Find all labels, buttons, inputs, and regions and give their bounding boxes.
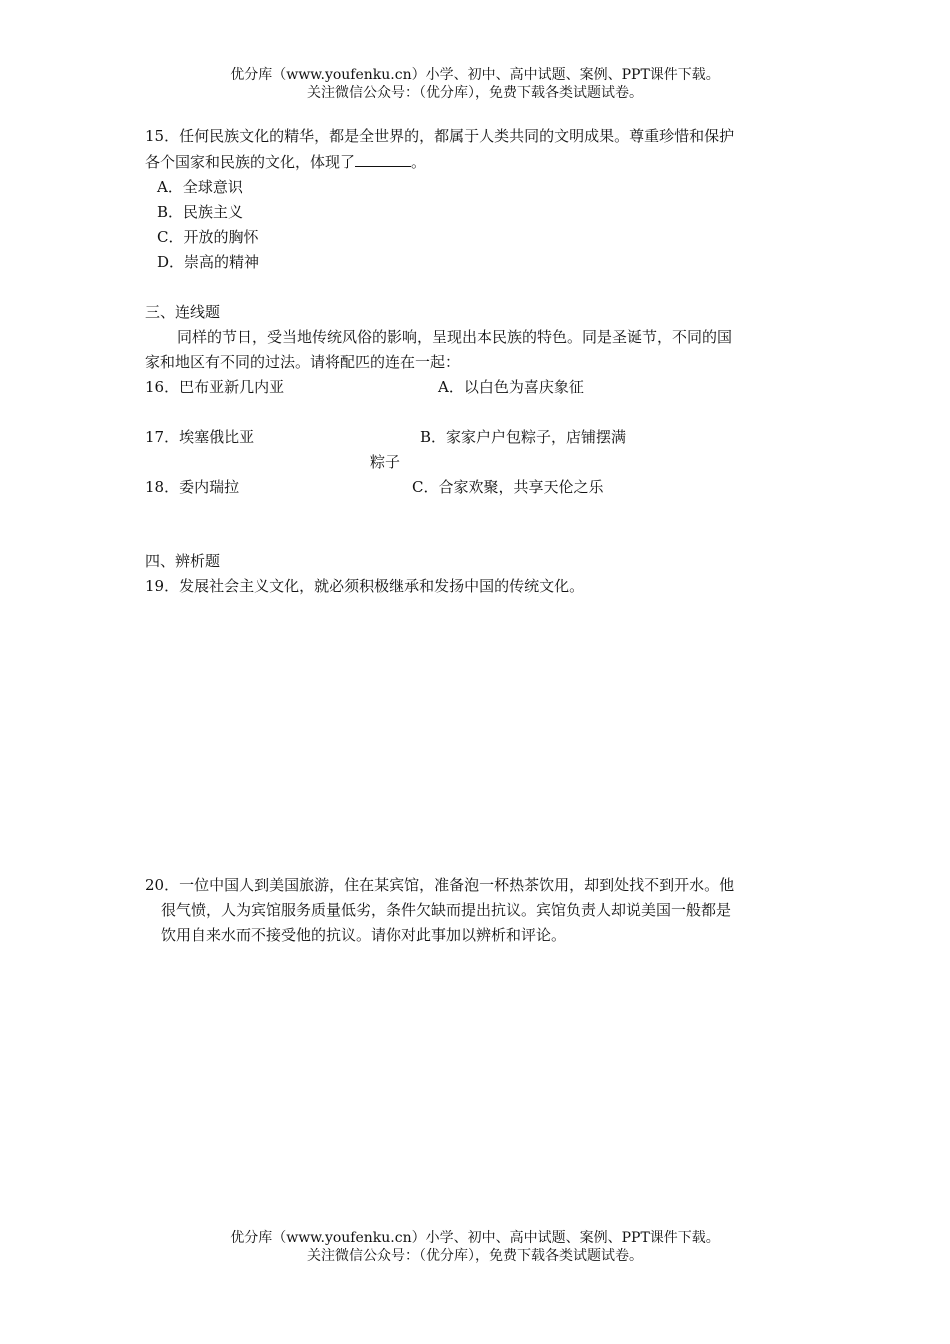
q18-right-item: C．合家欢聚，共享天伦之乐 [412, 478, 604, 496]
q15-line-1: 15．任何民族文化的精华，都是全世界的，都属于人类共同的文明成果。尊重珍惜和保护 [145, 127, 735, 145]
header-line-1: 优分库（www.youfenku.cn）小学、初中、高中试题、案例、PPT课件下载。 [230, 67, 720, 83]
q15-option-c: C．开放的胸怀 [157, 228, 259, 246]
q15-line-2 [145, 152, 426, 172]
section-3-title: 三、连线题 [145, 303, 221, 321]
section-3-intro-line-2: 家和地区有不同的过法。请将配匹的连在一起： [145, 353, 461, 371]
footer-line-2: 关注微信公众号：（优分库），免费下载各类试题试卷。 [307, 1248, 643, 1264]
q18-left-item: 18．委内瑞拉 [145, 478, 240, 496]
section-4-title: 四、辨析题 [145, 552, 221, 570]
q20-line-3: 饮用自来水而不接受他的抗议。请你对此事加以辨析和评论。 [161, 926, 567, 944]
q20-line-1: 20．一位中国人到美国旅游，住在某宾馆，准备泡一杯热茶饮用，却到处找不到开水。他 [145, 876, 735, 894]
footer-line-1: 优分库（www.youfenku.cn）小学、初中、高中试题、案例、PPT课件下载。 [230, 1230, 720, 1246]
q19-text: 19．发展社会主义文化，就必须积极继承和发扬中国的传统文化。 [145, 577, 585, 595]
page-footer [0, 1229, 950, 1265]
q17-right-item: B．家家户户包粽子，店铺摆满 [420, 428, 627, 446]
q15-option-a: A．全球意识 [157, 178, 243, 196]
q15-option-b: B．民族主义 [157, 203, 244, 221]
answer-blank [355, 152, 411, 167]
q15-option-d: D．崇高的精神 [157, 253, 260, 271]
q16-right-item: A．以白色为喜庆象征 [438, 378, 584, 396]
q15-line-2-end: 。 [411, 153, 427, 171]
q17-right-item-cont: 粽子 [370, 453, 401, 471]
page-header [0, 66, 950, 102]
q16-left-item: 16．巴布亚新几内亚 [145, 378, 285, 396]
header-line-2: 关注微信公众号：（优分库），免费下载各类试题试卷。 [307, 85, 643, 101]
q15-line-2-text: 各个国家和民族的文化，体现了 [145, 153, 356, 171]
q17-left-item: 17．埃塞俄比亚 [145, 428, 255, 446]
q20-line-2: 很气愤，人为宾馆服务质量低劣，条件欠缺而提出抗议。宾馆负责人却说美国一般都是 [161, 901, 732, 919]
section-3-intro-line-1: 同样的节日，受当地传统风俗的影响，呈现出本民族的特色。同是圣诞节，不同的国 [177, 328, 733, 346]
